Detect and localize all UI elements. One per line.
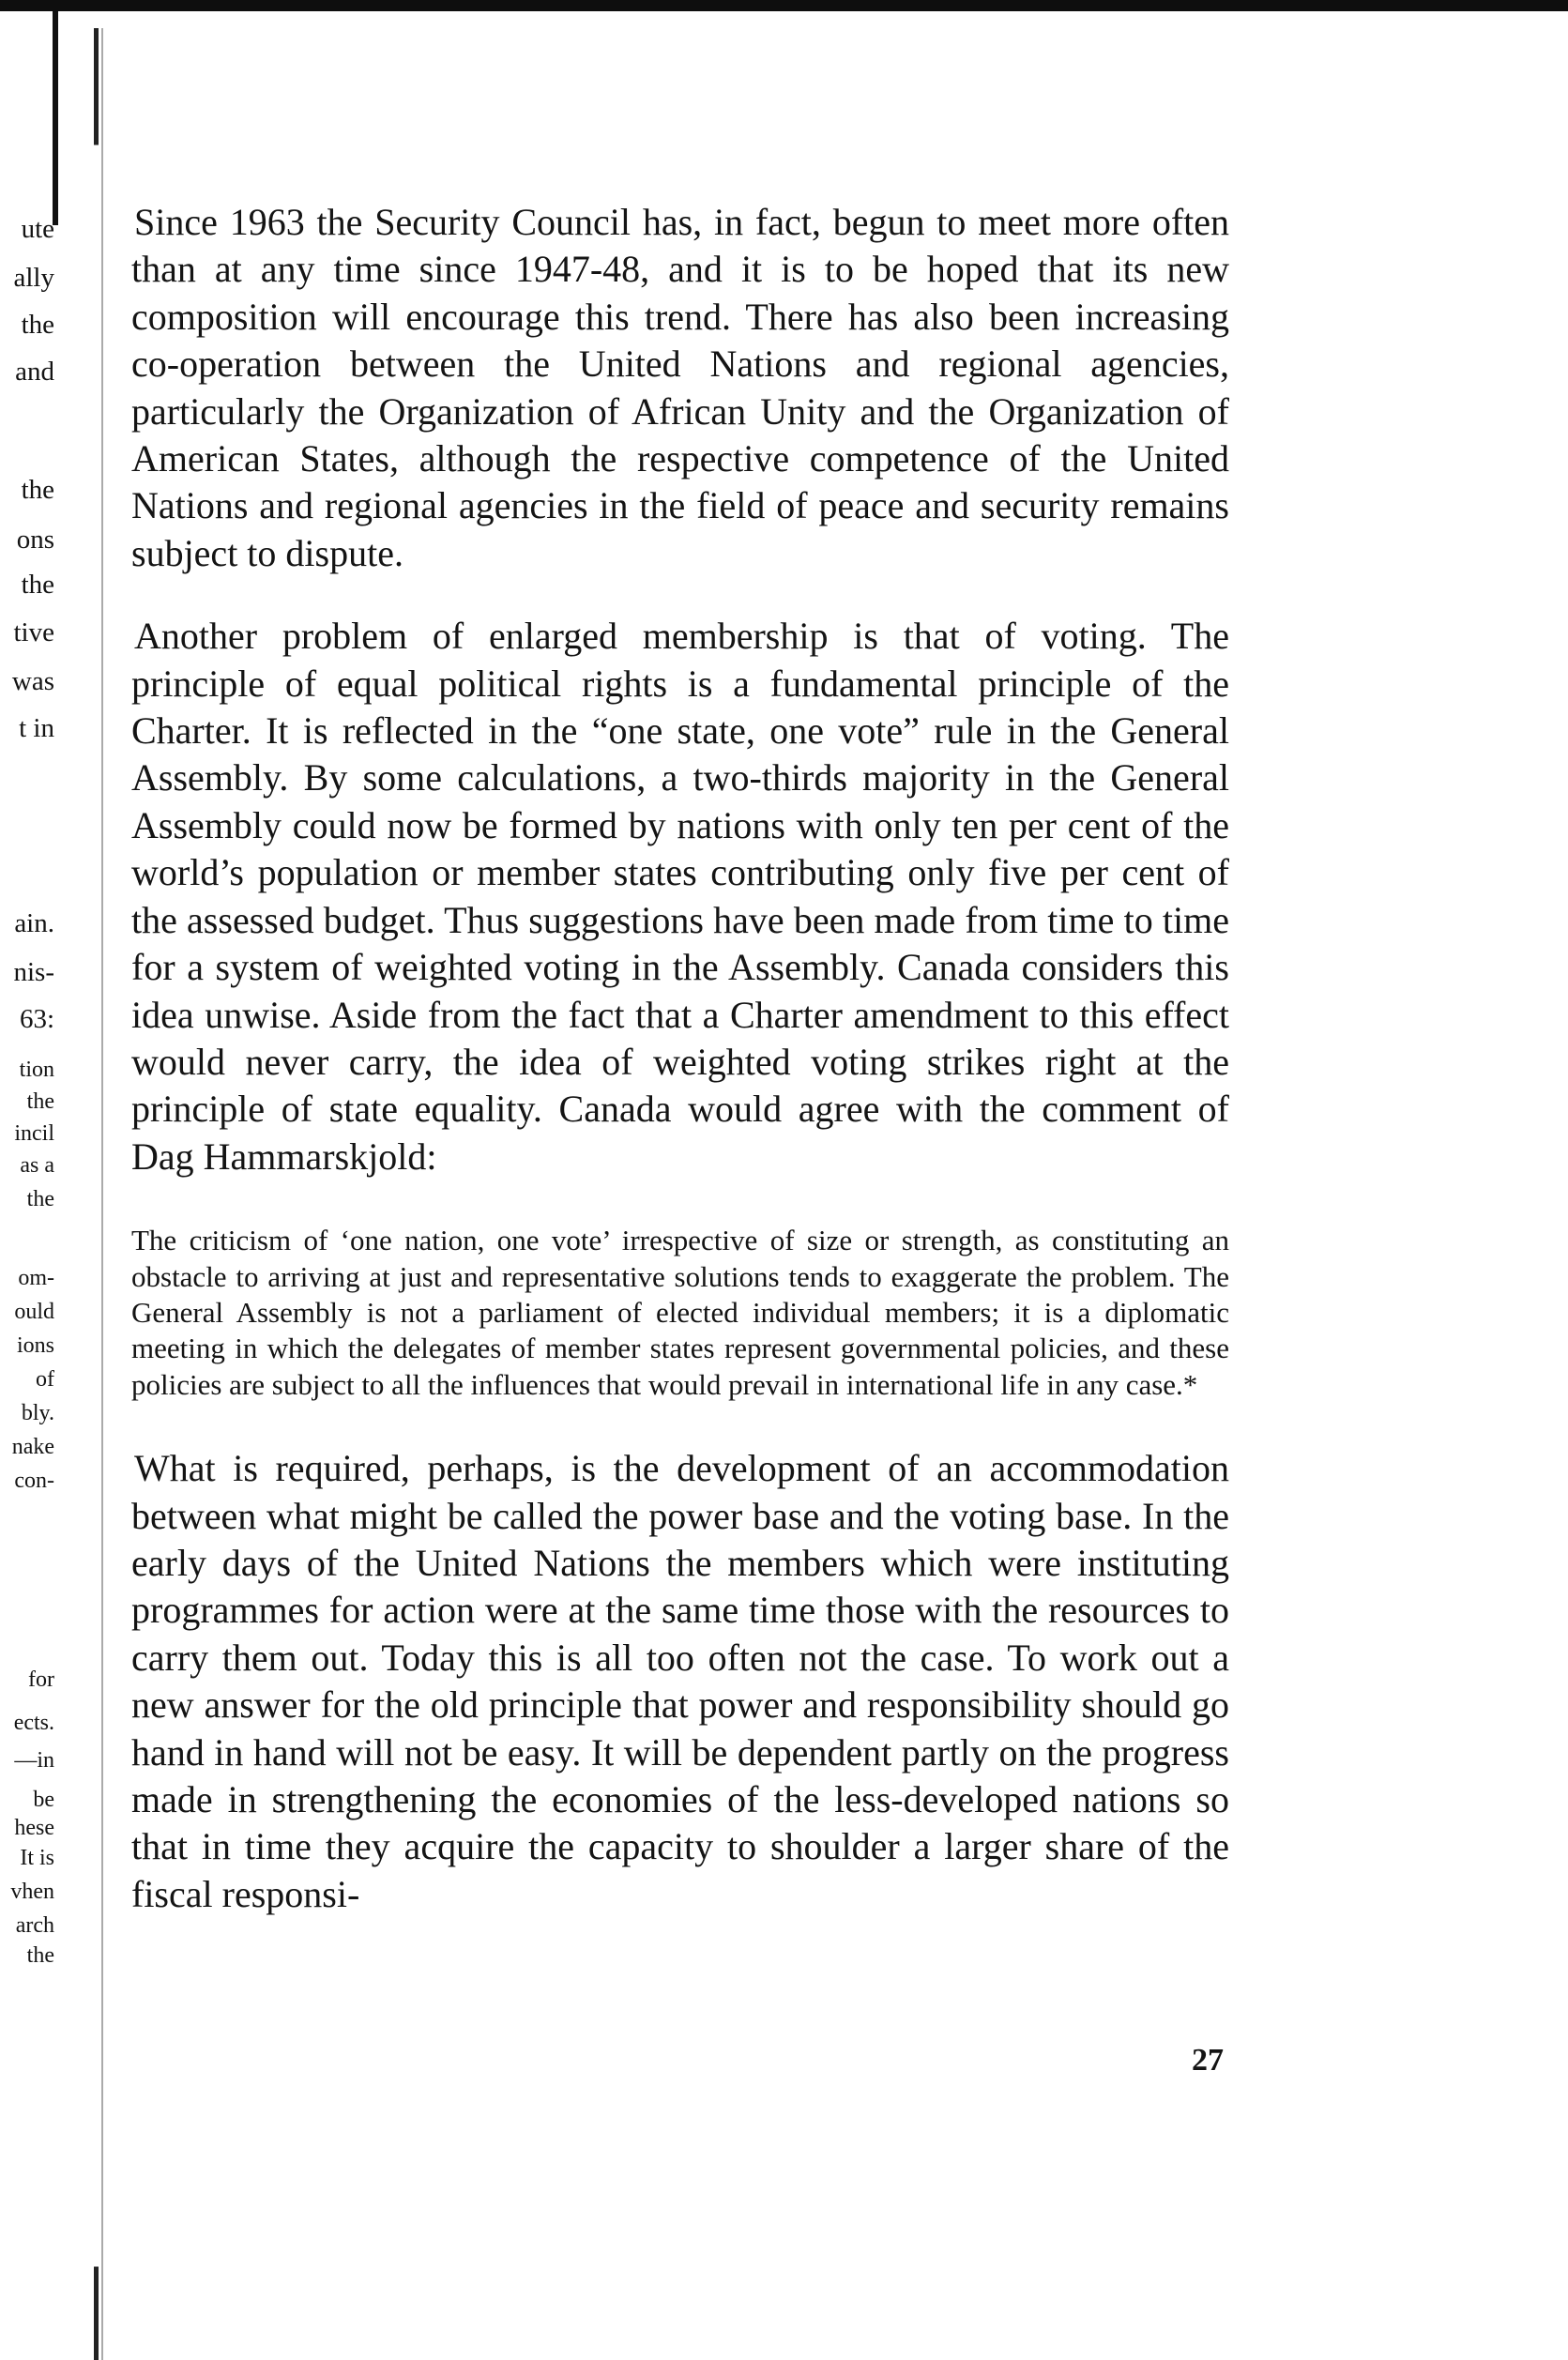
facing-page-fragment: ould [14, 1300, 54, 1324]
binding-shadow-faint [101, 28, 103, 2360]
facing-page-fragment: bly. [21, 1401, 54, 1425]
facing-page-margin [0, 0, 54, 2360]
facing-page-fragment: hese [14, 1816, 54, 1840]
facing-page-fragment: of [36, 1367, 54, 1392]
facing-page-fragment: ions [16, 1333, 54, 1358]
facing-page-fragment: It is [20, 1846, 54, 1870]
facing-page-fragment: nis- [13, 957, 54, 987]
facing-page-fragment: incil [14, 1121, 54, 1146]
facing-page-fragment: t in [19, 713, 54, 743]
facing-page-fragment: —in [14, 1748, 54, 1773]
facing-page-fragment: ons [16, 525, 54, 555]
facing-page-fragment: the [26, 1943, 54, 1968]
facing-page-fragment: and [15, 357, 54, 387]
page-number: 27 [1192, 2043, 1224, 2078]
page-body [131, 199, 1229, 1918]
facing-page-fragment: nake [11, 1435, 54, 1459]
facing-page-fragment: was [11, 666, 54, 696]
facing-page-fragment: 63: [19, 1004, 54, 1034]
facing-page-fragment: the [26, 1089, 54, 1114]
facing-page-fragment: as a [20, 1153, 54, 1178]
facing-page-fragment: the [26, 1187, 54, 1211]
facing-page-fragment: ally [13, 263, 54, 293]
facing-page-fragment: the [21, 475, 54, 505]
paragraph: What is required, perhaps, is the development of an accommodation between what might be called the power base and the voting base. In the early days of the United Nations the members which were instituting programmes for action were at the same time those with the resources to carry them out. Today this is all too often not the case. To work out a new answer for the old principle that power and responsibility should go hand in hand will not be easy. It will be dependent partly on the progress made in strengthening the economies of the less-developed nations so that in time they acquire the capacity to shoulder a larger share of the fiscal responsi- [131, 1447, 1229, 1915]
binding-shadow [94, 28, 99, 2360]
facing-page-fragment: arch [15, 1913, 54, 1938]
facing-page-fragment: the [21, 310, 54, 340]
facing-page-fragment: vhen [10, 1880, 54, 1904]
facing-page-fragment: tive [13, 617, 54, 647]
facing-page-fragment: tion [19, 1058, 54, 1082]
facing-page-fragment: for [28, 1667, 54, 1692]
facing-page-fragment: om- [18, 1266, 54, 1290]
facing-page-fragment: the [21, 570, 54, 600]
block-quote: The criticism of ‘one nation, one vote’ irrespective of size or strength, as constituting an obstacle to arriving at just and representative solutions tends to exaggerate the problem. The General Assembly is not a parliament of elected individual members; it is a diplomatic meeting in which the delegates of member states represent governmental policies, and these policies are subject to all the influences that would prevail in international life in any case.* [131, 1224, 1229, 1401]
paragraph: Another problem of enlarged membership is that of voting. The principle of equal political rights is a fundamental principle of the Charter. It is reflected in the “one state, one vote” rule in the General Assembly. By some calculations, a two-thirds majority in the General Assembly could now be formed by nations with only ten per cent of the world’s population or member states contributing only five per cent of the assessed budget. Thus suggestions have been made from time to time for a system of weighted voting in the Assembly. Canada considers this idea unwise. Aside from the fact that a Charter amendment to this effect would never carry, the idea of weighted voting strikes right at the principle of state equality. Canada would agree with the comment of Dag Hammarskjold: [131, 615, 1229, 1178]
scan-top-edge [0, 0, 1568, 11]
facing-page-fragment: be [33, 1788, 54, 1812]
facing-page-fragment: ain. [14, 908, 54, 938]
facing-page-fragment: con- [14, 1469, 54, 1493]
facing-page-fragment: ects. [13, 1711, 54, 1735]
facing-page-fragment: ute [21, 214, 54, 244]
paragraph: Since 1963 the Security Council has, in fact, begun to meet more often than at any time since 1947-48, and it is to be hoped that its new composition will encourage this trend. There has also been increasing co-operation between the United Nations and regional agencies, particularly the Organization of African Unity and the Organization of American States, although the respective competence of the United Nations and regional agencies in the field of peace and security remains subject to dispute. [131, 201, 1229, 574]
